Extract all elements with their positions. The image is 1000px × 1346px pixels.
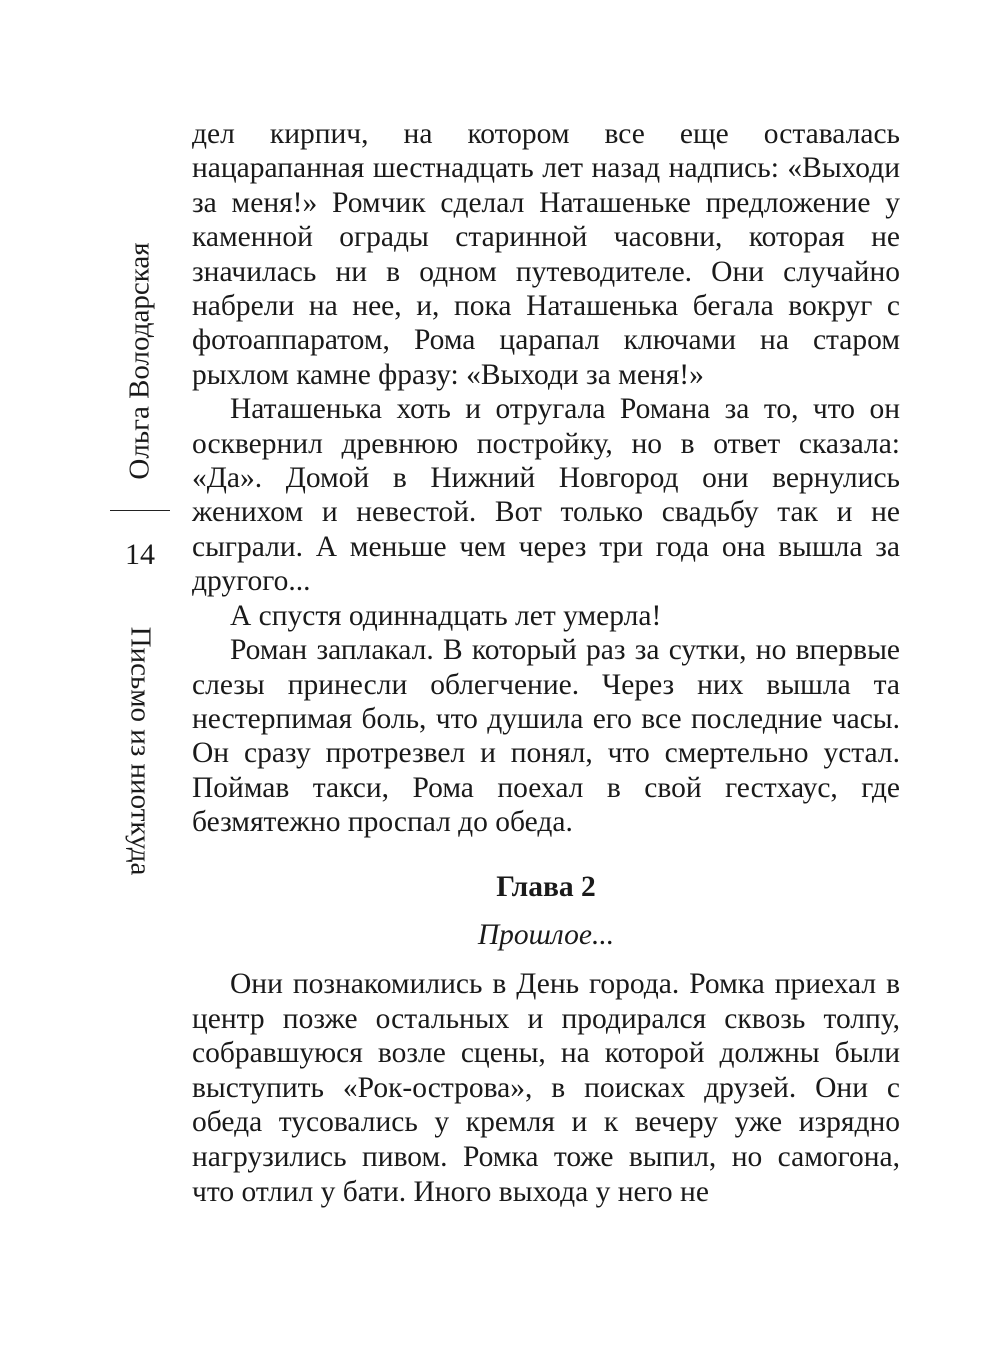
chapter-body-text: [192, 967, 900, 1209]
paragraph: Наташенька хоть и отругала Романа за то, что он осквернил древнюю постройку, но в ответ сказала: «Да». Домой в Нижний Новгород они вернулись женихом и невестой. Вот только свадьбу так и не сыграли. А меньше чем через три года она вышла за другого...: [192, 393, 900, 598]
book-title: Письмо из ниоткуда: [124, 626, 157, 876]
author-name: Ольга Володарская: [123, 242, 156, 480]
running-head-sidebar: [110, 236, 170, 886]
paragraph: А спустя одиннадцать лет умерла!: [230, 599, 662, 632]
body-text: [192, 117, 900, 840]
paragraph: Роман заплакал. В который раз за сутки, но впервые слезы принесли облегчение. Через них вышла та нестерпимая боль, что душила его все последние часы. Он сразу протрезвел и понял, что смертельно устал. Поймав такси, Рома поехал в свой гестхаус, где безмятежно проспал до обеда.: [192, 634, 900, 839]
page-number: 14: [125, 538, 155, 571]
paragraph: Они познакомились в День города. Ромка приехал в центр позже остальных и продирался сквозь толпу, собравшуюся возле сцены, на которой должны были выступить «Рок-острова», в поисках друзей. Они с обеда тусовались у кремля и к вечеру уже изрядно нагрузились пивом. Ромка тоже выпил, но самогона, что отлил у бати. Иного выхода у него не: [192, 968, 900, 1208]
paragraph: дел кирпич, на котором все еще оставалась нацарапанная шестнадцать лет назад надпись: «Выходи за меня!» Ромчик сделал Наташеньке предложение у каменной ограды старинной часовни, которая не значилась ни в одном путеводителе. Они случайно набрели на нее, и, пока Наташенька бегала вокруг с фотоаппаратом, Рома царапал ключами на старом рыхлом камне фразу: «Выходи за меня!»: [192, 118, 900, 391]
chapter-subtitle: Прошлое...: [477, 919, 615, 951]
divider-rule: [110, 510, 170, 511]
author-name-container: [110, 236, 170, 486]
book-title-container: [110, 616, 170, 886]
chapter-title: Глава 2: [496, 871, 596, 903]
